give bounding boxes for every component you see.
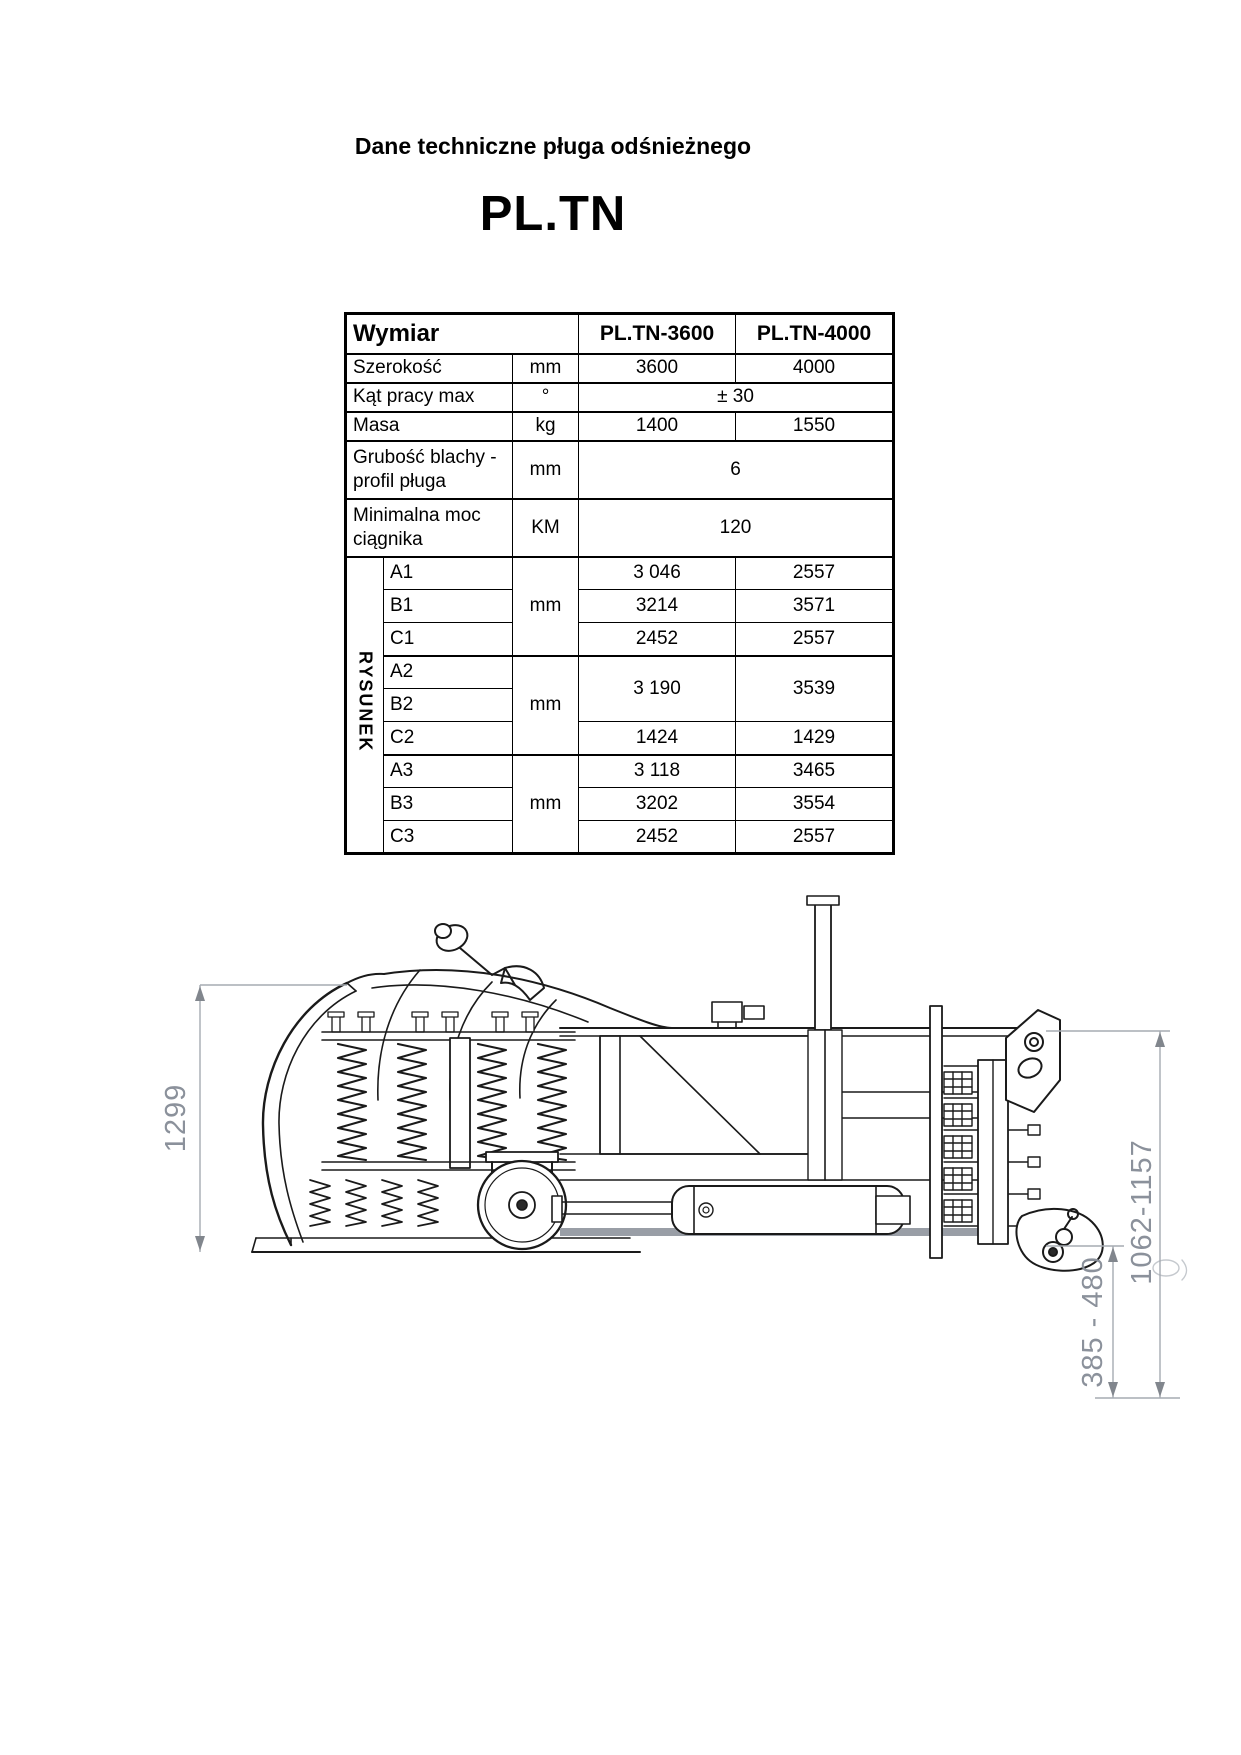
table-row — [346, 499, 894, 557]
table-row — [346, 354, 894, 383]
row-label: Masa — [346, 412, 513, 441]
value-4000: 3539 — [736, 656, 894, 722]
row-label: Grubość blachy - profil pługa — [346, 441, 513, 499]
table-row — [346, 722, 894, 755]
row-unit: mm — [513, 656, 579, 755]
dim-code: B2 — [384, 689, 513, 722]
value-4000: 1429 — [736, 722, 894, 755]
three-point-hitch-plate — [1006, 1010, 1060, 1112]
hydraulic-cylinder — [552, 1186, 910, 1234]
row-unit: mm — [513, 755, 579, 854]
center-post — [450, 1038, 470, 1168]
page-subtitle: Dane techniczne pługa odśnieżnego — [354, 133, 752, 159]
table-row — [346, 788, 894, 821]
row-unit: mm — [513, 441, 579, 499]
dim-code: C3 — [384, 821, 513, 854]
row-unit: ° — [513, 383, 579, 412]
table-row — [346, 623, 894, 656]
dim-code: B3 — [384, 788, 513, 821]
value-4000: 2557 — [736, 821, 894, 854]
row-unit: mm — [513, 557, 579, 656]
table-row — [346, 412, 894, 441]
table-header-row — [346, 314, 894, 354]
table-row — [346, 821, 894, 854]
header-model-4000: PL.TN-4000 — [736, 314, 894, 354]
mast-post — [807, 896, 842, 1180]
table-row — [346, 590, 894, 623]
dim-label-385-480: 385 - 480 — [1077, 1256, 1109, 1388]
row-label: Szerokość — [346, 354, 513, 383]
value-3600: 2452 — [579, 821, 736, 854]
value-3600: 3600 — [579, 354, 736, 383]
base-skid — [252, 1238, 640, 1252]
header-wymiar: Wymiar — [346, 314, 579, 354]
table-row — [346, 557, 894, 590]
dim-code: B1 — [384, 590, 513, 623]
value-shared: 120 — [579, 499, 894, 557]
value-3600: 3 118 — [579, 755, 736, 788]
value-4000: 3554 — [736, 788, 894, 821]
edge-springs — [310, 1180, 438, 1226]
row-label: Kąt pracy max — [346, 383, 513, 412]
value-4000: 3465 — [736, 755, 894, 788]
value-shared: ± 30 — [579, 383, 894, 412]
value-3600: 2452 — [579, 623, 736, 656]
value-4000: 3571 — [736, 590, 894, 623]
value-4000: 1550 — [736, 412, 894, 441]
dim-code: C1 — [384, 623, 513, 656]
row-label: Minimalna moc ciągnika — [346, 499, 513, 557]
rysunek-cell — [346, 557, 384, 854]
table-row — [346, 755, 894, 788]
value-3600: 3 190 — [579, 656, 736, 722]
value-4000: 4000 — [736, 354, 894, 383]
value-3600: 3 046 — [579, 557, 736, 590]
value-4000: 2557 — [736, 623, 894, 656]
table-row — [346, 383, 894, 412]
value-3600: 1424 — [579, 722, 736, 755]
value-3600: 1400 — [579, 412, 736, 441]
rysunek-label: RYSUNEK — [355, 651, 376, 753]
spec-table — [344, 312, 895, 855]
table-row — [346, 656, 894, 689]
dim-code: A1 — [384, 557, 513, 590]
value-3600: 3214 — [579, 590, 736, 623]
marker-light — [432, 920, 544, 1000]
value-shared: 6 — [579, 441, 894, 499]
row-unit: KM — [513, 499, 579, 557]
page-title: PL.TN — [479, 187, 627, 241]
dim-code: A2 — [384, 656, 513, 689]
row-unit: mm — [513, 354, 579, 383]
dim-code: C2 — [384, 722, 513, 755]
watermark-mark — [1153, 1260, 1187, 1280]
dim-label-1299: 1299 — [160, 1083, 192, 1153]
value-3600: 3202 — [579, 788, 736, 821]
row-unit: kg — [513, 412, 579, 441]
dim-code: A3 — [384, 755, 513, 788]
table-row — [346, 441, 894, 499]
plow-technical-drawing — [0, 850, 1241, 1430]
spring-bolts — [328, 1012, 538, 1032]
header-model-3600: PL.TN-3600 — [579, 314, 736, 354]
value-4000: 2557 — [736, 557, 894, 590]
dim-label-1062-1157: 1062-1157 — [1126, 1139, 1158, 1285]
